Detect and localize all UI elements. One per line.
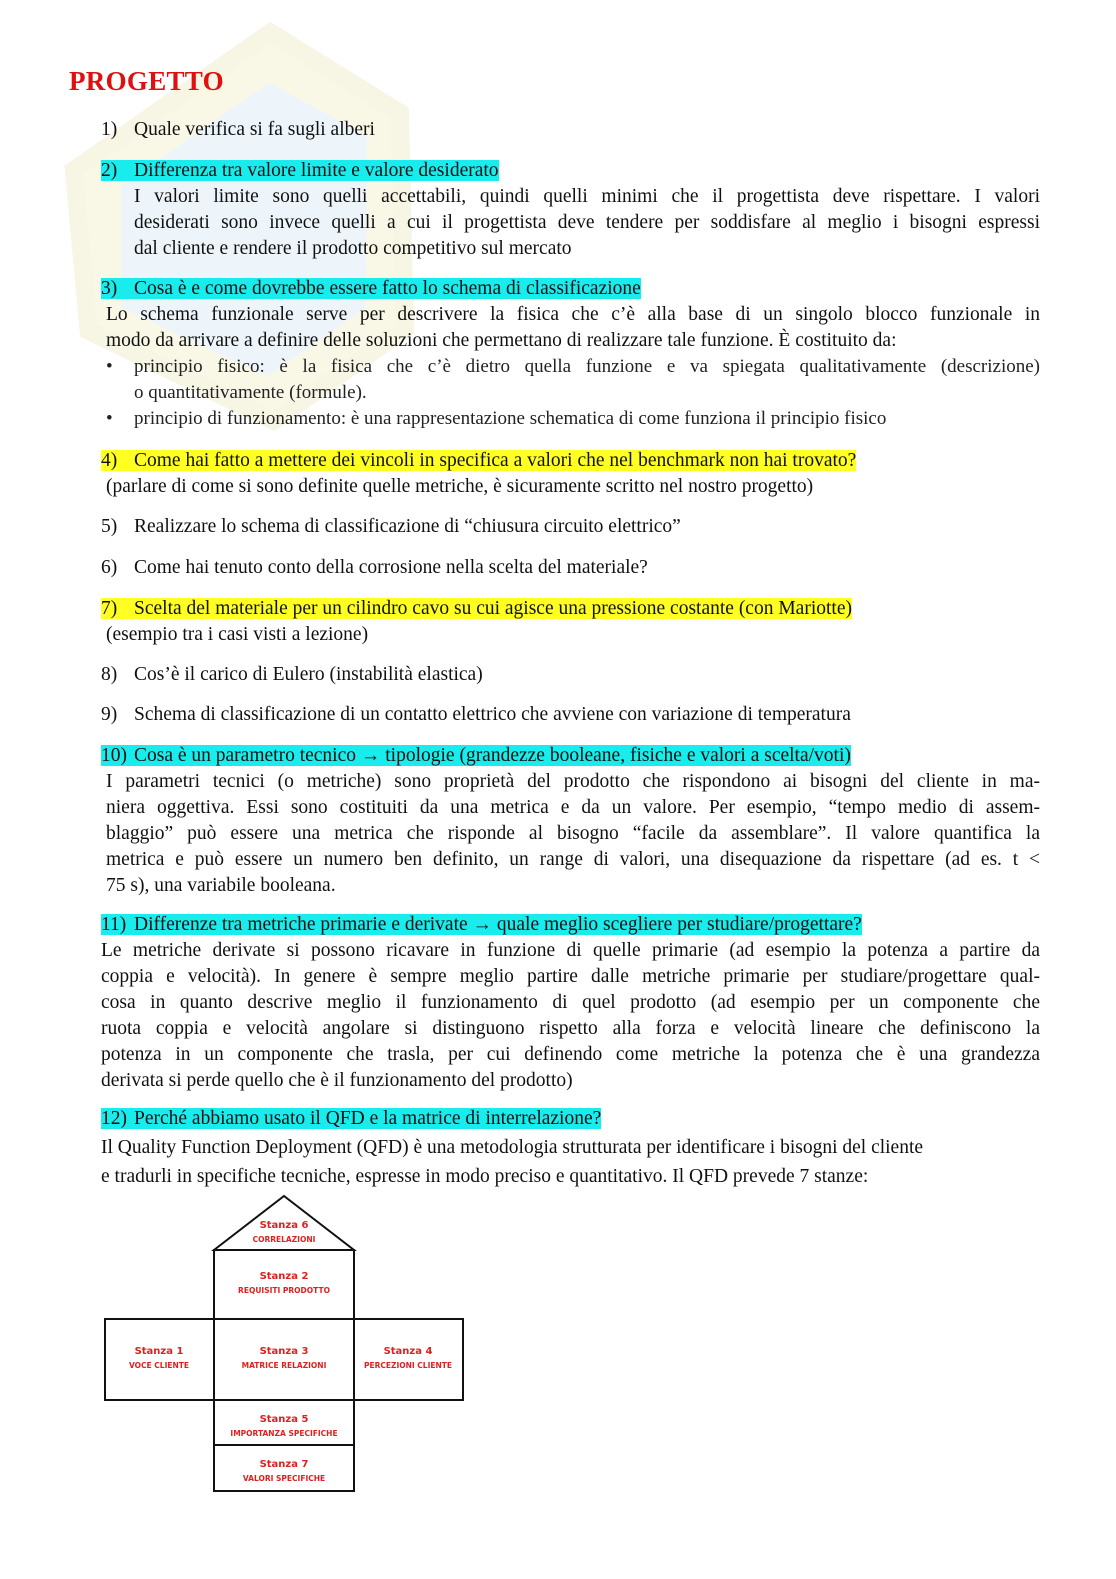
list-item: • principio fisico: è la fisica che c’è dietro quella funzione e va spiegata qualitativamente (descrizione) bbox=[106, 354, 1040, 380]
stanza-4-subtitle: PERCEZIONI CLIENTE bbox=[363, 1361, 453, 1370]
question-text: Cosa è un parametro tecnico → tipologie (grandezze booleane, fisiche e valori a scelta/voti) bbox=[134, 745, 851, 766]
cell-stanza-2 bbox=[214, 1250, 354, 1319]
highlight-yellow: 7) Scelta del materiale per un cilindro cavo su cui agisce una pressione costante (con Mariotte) bbox=[101, 598, 852, 619]
list-item: • principio di funzionamento: è una rappresentazione schematica di come funziona il principio fisico bbox=[106, 406, 1040, 432]
bullet-list: • principio fisico: è la fisica che c’è dietro quella funzione e va spiegata qualitativamente (descrizione) o quantitativamente (formule). • principio di funzionamento: è una rappresentazione schematica di come funziona il principio fisico bbox=[106, 354, 1040, 432]
answer-2: I valori limite sono quelli accettabili, quindi quelli minimi che il progettista deve rispettare. I valori desiderati sono invece quelli a cui il progettista deve tendere per soddisfare al meglio i bisogni espressi dal cliente e rendere il prodotto competitivo sul mercato bbox=[134, 186, 1040, 259]
highlight-cyan: 2) Differenza tra valore limite e valore desiderato bbox=[101, 160, 499, 181]
question-text: Cosa è e come dovrebbe essere fatto lo schema di classificazione bbox=[134, 278, 641, 299]
question-10 bbox=[101, 743, 851, 769]
stanza-1-subtitle: VOCE CLIENTE bbox=[129, 1361, 189, 1370]
question-1: 1) Quale verifica si fa sugli alberi bbox=[101, 119, 375, 140]
note-7: (esempio tra i casi visti a lezione) bbox=[106, 624, 369, 645]
highlight-cyan: 10) Cosa è un parametro tecnico → tipologie (grandezze booleane, fisiche e valori a scelta/voti) bbox=[101, 745, 851, 766]
stanza-6-subtitle: CORRELAZIONI bbox=[252, 1235, 316, 1244]
question-5: 5) Realizzare lo schema di classificazione di “chiusura circuito elettrico” bbox=[101, 516, 681, 537]
stanza-7-title: Stanza 7 bbox=[259, 1459, 309, 1470]
question-12 bbox=[101, 1106, 601, 1132]
cell-stanza-1 bbox=[105, 1319, 214, 1400]
question-text: Differenza tra valore limite e valore desiderato bbox=[134, 160, 499, 181]
bullet-icon: • bbox=[106, 408, 113, 429]
stanza-2-subtitle: REQUISITI PRODOTTO bbox=[238, 1286, 330, 1295]
question-2 bbox=[101, 158, 499, 184]
stanza-5-subtitle: IMPORTANZA SPECIFICHE bbox=[230, 1429, 338, 1438]
stanza-2-title: Stanza 2 bbox=[259, 1271, 309, 1282]
stanza-6-title: Stanza 6 bbox=[259, 1220, 309, 1231]
qfd-house-diagram bbox=[104, 1193, 466, 1495]
highlight-yellow: 4) Come hai fatto a mettere dei vincoli in specifica a valori che nel benchmark non hai trovato? bbox=[101, 450, 857, 471]
question-text: Schema di classificazione di un contatto elettrico che avviene con variazione di temperatura bbox=[134, 704, 851, 725]
question-text: Come hai fatto a mettere dei vincoli in specifica a valori che nel benchmark non hai trovato? bbox=[134, 450, 857, 471]
stanza-3-title: Stanza 3 bbox=[259, 1346, 309, 1357]
question-4 bbox=[101, 448, 856, 474]
answer-3: Lo schema funzionale serve per descrivere la fisica che c’è alla base di un singolo blocco funzionale in modo da arrivare a definire delle soluzioni che permettano di realizzare tale funzione. È costituito da: bbox=[106, 304, 1040, 351]
answer-12: Il Quality Function Deployment (QFD) è una metodologia strutturata per identificare i bisogni del cliente e tradurli in specifiche tecniche, espresse in modo preciso e quantitativo. Il QFD prevede 7 stanze: bbox=[101, 1137, 924, 1187]
note-4: (parlare di come si sono definite quelle metriche, è sicuramente scritto nel nostro progetto) bbox=[106, 476, 814, 497]
answer-10: I parametri tecnici (o metriche) sono proprietà del prodotto che rispondono ai bisogni del cliente in ma- niera oggettiva. Essi sono costituiti da una metrica e da un valore. Per esempio, “tempo medio di assem- blaggio” può essere una metrica che risponde al bisogno “facile da assemblare”. Il valore quantifica la metrica e può essere un numero ben definito, un range di valori, una disequazione da rispettare (ad es. t < 75 s), una variabile booleana. bbox=[106, 771, 1040, 896]
question-7 bbox=[101, 596, 852, 622]
question-text: Perché abbiamo usato il QFD e la matrice di interrelazione? bbox=[134, 1108, 602, 1129]
stanza-4-title: Stanza 4 bbox=[383, 1346, 433, 1357]
page-title: PROGETTO bbox=[69, 66, 224, 96]
question-11 bbox=[101, 912, 862, 938]
answer-11: Le metriche derivate si possono ricavare in funzione di quelle primarie (ad esempio la potenza a partire da coppia e velocità). In genere è sempre meglio partire dalle metriche primarie per studiare/progettare qual- cosa in quanto descrive meglio il funzionamento di quel prodotto (ad esempio per un componente che ruota coppia e velocità angolare si distinguono rispetto alla forza e velocità lineare che definiscono la potenza in un componente che trasla, per cui definendo come metriche la potenza che è una grandezza derivata si perde quello che è il funzionamento del prodotto) bbox=[101, 940, 1040, 1091]
highlight-cyan: 3) Cosa è e come dovrebbe essere fatto lo schema di classificazione bbox=[101, 278, 641, 299]
question-6: 6) Come hai tenuto conto della corrosione nella scelta del materiale? bbox=[101, 557, 648, 578]
stanza-1-title: Stanza 1 bbox=[134, 1346, 184, 1357]
stanza-7-subtitle: VALORI SPECIFICHE bbox=[242, 1474, 326, 1483]
bullet-icon: • bbox=[106, 356, 113, 377]
question-text: Scelta del materiale per un cilindro cavo su cui agisce una pressione costante (con Mariotte) bbox=[134, 598, 852, 619]
cell-stanza-4 bbox=[354, 1319, 463, 1400]
question-text: Cos’è il carico di Eulero (instabilità elastica) bbox=[134, 664, 483, 685]
highlight-cyan: 11) Differenze tra metriche primarie e derivate → quale meglio scegliere per studiare/progettare? bbox=[101, 914, 862, 935]
highlight-cyan: 12) Perché abbiamo usato il QFD e la matrice di interrelazione? bbox=[101, 1108, 602, 1129]
question-text: Come hai tenuto conto della corrosione nella scelta del materiale? bbox=[134, 557, 648, 578]
question-text: Quale verifica si fa sugli alberi bbox=[134, 119, 375, 140]
question-text: Differenze tra metriche primarie e derivate → quale meglio scegliere per studiare/progettare? bbox=[134, 914, 862, 935]
question-3 bbox=[101, 276, 641, 302]
question-8: 8) Cos’è il carico di Eulero (instabilità elastica) bbox=[101, 664, 483, 685]
cell-stanza-3 bbox=[214, 1319, 354, 1400]
stanza-3-subtitle: MATRICE RELAZIONI bbox=[241, 1361, 327, 1370]
question-9: 9) Schema di classificazione di un contatto elettrico che avviene con variazione di temperatura bbox=[101, 704, 851, 725]
question-text: Realizzare lo schema di classificazione di “chiusura circuito elettrico” bbox=[134, 516, 681, 537]
stanza-5-title: Stanza 5 bbox=[259, 1414, 309, 1425]
